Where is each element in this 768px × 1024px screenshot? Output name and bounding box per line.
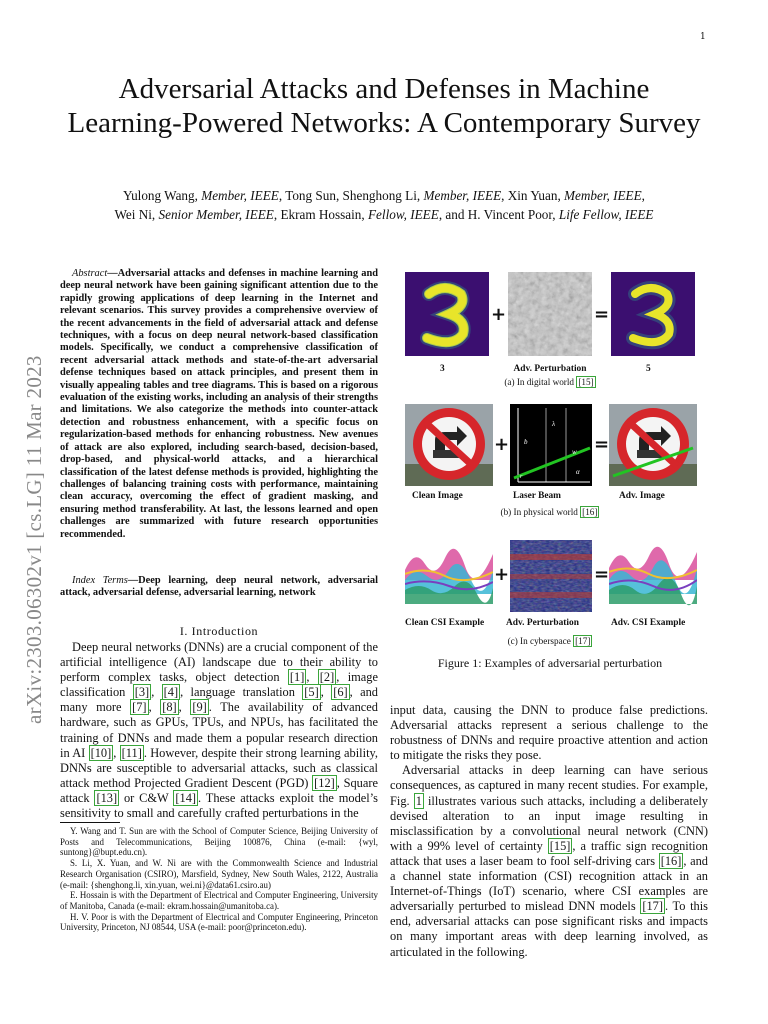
citation-link[interactable]: [14] (175, 790, 197, 805)
row-c-caption (400, 636, 700, 646)
author-name: H. Vincent Poor (467, 207, 553, 222)
arxiv-stamp-text: arXiv:2303.06302v1 [cs.LG] 11 Mar 2023 (22, 355, 46, 724)
row-a-caption (400, 377, 700, 387)
equals-icon: = (594, 564, 610, 585)
laser-beam-diagram (510, 404, 592, 486)
footnote: S. Li, X. Yuan, and W. Ni are with the Commonwealth Science and Industrial Research Organisation (CSIRO), Marsfield, Sydney, New South Wales, 2122, Australia (e-mail: {shenghong.li, xin.yuan, wei.ni}@data61.csiro.au) (60, 858, 378, 890)
laser-label-alpha: α (576, 468, 580, 476)
citation-link[interactable]: 1 (415, 793, 422, 808)
index-terms-lead: Index Terms (72, 575, 128, 586)
laser-label-r: r (520, 474, 523, 480)
section-heading: I. Introduction (179, 624, 259, 638)
equals-icon: = (594, 434, 610, 455)
footnote: H. V. Poor is with the Department of Electrical and Computer Engineering, Princeton University, Princeton, NJ 08544, USA (e-mail: poor@princeton.edu). (60, 911, 378, 933)
footnote-rule (60, 822, 120, 823)
citation-link[interactable]: [2] (319, 670, 335, 685)
mnist-clean-image (405, 272, 489, 356)
citation-link[interactable]: [9] (192, 700, 207, 715)
citation-link[interactable]: [17] (575, 636, 591, 646)
row-b-label-2: Laser Beam (513, 491, 561, 501)
citation-link[interactable]: [7] (132, 700, 147, 715)
paper-title: Adversarial Attacks and Defenses in Machine Learning-Powered Networks: A Contemporary Survey (67, 73, 701, 139)
laser-label-w: w (572, 448, 577, 456)
citation-link[interactable]: [17] (642, 899, 663, 914)
intro-paragraph-left: Deep neural networks (DNNs) are a crucial component of the artificial intelligence (AI) landscape due to their ability to perform complex tasks, object detection [1] , [2] , image classification [3] , [4] , language translation [5] , [6] , and many more [7] , [8] , [9] . The availability of advanced hardware, such as GPUs, TPUs, and NPUs, has facilitated the training of DNNs and made them a popular research direction in AI [10] , [11] . However, despite their strong learning ability, DNNs are susceptible to adversarial attacks, such as classical attack method Projected Gradient Descent (PGD) [12] , Square attack [13] or C&W [14] . These attacks exploit the model’s sensitivity to small and carefully crafted perturbations in the (60, 640, 378, 821)
row-c-label-2: Adv. Perturbation (506, 618, 579, 628)
plus-icon: + (494, 564, 510, 585)
row-c-label-3: Adv. CSI Example (611, 618, 686, 628)
index-terms (60, 575, 378, 600)
citation-link[interactable]: [1] (289, 670, 305, 685)
author-role: Fellow, IEEE (368, 207, 439, 222)
citation-link[interactable]: [16] (660, 853, 682, 868)
row-b-caption (400, 507, 700, 517)
row-c-label-1: Clean CSI Example (405, 618, 485, 628)
author-role: Senior Member, IEEE (158, 207, 274, 222)
plus-icon: + (491, 304, 507, 325)
right-paragraph-2: Adversarial attacks in deep learning can have serious consequences, as captured in many recent studies. For example, Fig. 1 illustrates various such attacks, including a deliberately devised alteration to an input image resulting in misclassification by a convolutional neural network (CNN) with a 99% level of certainty [15] , a traffic sign recognition attack that uses a laser beam to fool self-driving cars [16] , and a channel state information (CSI) recognition attack in an Internet-of-Things (IoT) scenario, where CSI examples are adversarially perturbed to mislead DNN models [17] . To this end, adversarial attacks can pose significant risks and impacts on many important areas with deep learning involved, as articulated in the following. (390, 763, 708, 959)
stop-sign-adv-image (609, 404, 697, 486)
abstract (60, 268, 378, 541)
laser-label-lambda: λ (552, 420, 556, 428)
author-name: Xin Yuan (507, 188, 558, 203)
author-name: Tong Sun (285, 188, 336, 203)
citation-link[interactable]: [15] (549, 838, 571, 853)
page-number: 1 (700, 32, 706, 42)
adv-perturbation-noise-image (508, 272, 592, 356)
row-b-label-3: Adv. Image (619, 491, 665, 501)
author-role: Life Fellow, IEEE (558, 207, 654, 222)
csi-adv-image (609, 540, 697, 612)
author-name: Ekram Hossain (280, 207, 362, 222)
row-a-caption-text: (a) In digital world (504, 377, 577, 387)
row-a-label-2: Adv. Perturbation (513, 364, 587, 374)
citation-link[interactable]: [12] (314, 775, 335, 790)
intro-paragraph-right (390, 703, 708, 960)
citation-link[interactable]: [10] (90, 745, 112, 760)
row-a-label-1: 3 (440, 364, 445, 374)
footnote: E. Hossain is with the Department of Electrical and Computer Engineering, University of Manitoba, Canada (e-mail: ekram.hossain@umanitoba.ca). (60, 890, 378, 911)
row-a-label-3: 5 (646, 364, 651, 374)
laser-label-b: b (524, 438, 528, 446)
author-name: Yulong Wang (123, 188, 195, 203)
citation-link[interactable]: [13] (96, 790, 118, 805)
equals-icon: = (594, 304, 610, 325)
stop-sign-clean-image (405, 404, 493, 486)
citation-link[interactable]: [8] (162, 700, 177, 715)
citation-link[interactable]: [4] (163, 685, 179, 700)
footnotes (60, 826, 378, 933)
author-role: Member, IEEE (423, 188, 502, 203)
citation-link[interactable]: [6] (333, 685, 348, 700)
index-terms-text: —Deep learning, deep neural network, adversarial attack, adversarial defense, adversarial learning, network (60, 575, 378, 599)
row-b-label-1: Clean Image (412, 491, 463, 501)
right-paragraph-1: input data, causing the DNN to produce false predictions. Adversarial attacks represent a serious challenge to the robustness of DNNs and require proactive attention and action to mitigate the risks they pose. (390, 703, 708, 763)
author-list: Yulong Wang, Member, IEEE, Tong Sun, Shenghong Li, Member, IEEE, Xin Yuan, Member, IEEE, Wei Ni, Senior Member, IEEE, Ekram Hossain, Fellow, IEEE, and H. Vincent Poor, Life Fellow, IEEE (114, 188, 654, 222)
citation-link[interactable]: [15] (578, 377, 594, 387)
author-role: Member, IEEE (564, 188, 642, 203)
plus-icon: + (494, 434, 510, 455)
row-b-caption-text: (b) In physical world (500, 507, 581, 517)
footnote: Y. Wang and T. Sun are with the School of Computer Science, Beijing University of Posts and Telecommunications, Beijing 100876, China (e-mail: {wyl, suntong}@bupt.edu.cn). (60, 826, 378, 858)
abstract-lead: Abstract (72, 268, 108, 279)
mnist-adv-image (611, 272, 695, 356)
citation-link[interactable]: [11] (121, 745, 142, 760)
citation-link[interactable]: [16] (582, 507, 598, 517)
citation-link[interactable]: [3] (134, 685, 150, 700)
arxiv-stamp (14, 264, 54, 724)
row-c-caption-text: (c) In cyberspace (507, 636, 574, 646)
figure-caption: Figure 1: Examples of adversarial perturbation (437, 656, 663, 670)
citation-link[interactable]: [5] (304, 685, 319, 700)
abstract-text: —Adversarial attacks and defenses in machine learning and deep neural network have been gaining significant attention due to the rapidly growing applications of deep learning in the Internet and relevant scenarios. This survey provides a comprehensive overview of the recent advancements in the field of adversarial attack and defense techniques, with a focus on deep neural network-based classification models. Specifically, we conduct a comprehensive classification of recent adversarial attack methods and state-of-the-art adversarial defense techniques based on attack principles, and present them in visually appealing tables and tree diagrams. This is based on a rigorous evaluation of the existing works, including an analysis of their strengths and limitations. We also categorize the methods into counter-attack detection and robustness enhancement, with a specific focus on regularization-based methods for enhancing robustness. New avenues of attack are also explored, including search-based, decision-based, drop-based, and physical-world attacks, and a hierarchical classification of the latest defense methods is provided, highlighting the challenges of balancing training costs with performance, maintaining clean accuracy, overcoming the effect of gradient masking, and ensuring method transferability. At last, the lessons learned and open challenges are summarized with future research opportunities recommended. (60, 268, 378, 540)
csi-clean-image (405, 540, 493, 612)
author-name: Shenghong Li (342, 188, 417, 203)
figure-1 (400, 272, 700, 672)
author-role: Member, IEEE (201, 188, 279, 203)
csi-adv-perturbation-image (510, 540, 592, 612)
author-name: Wei Ni (114, 207, 152, 222)
